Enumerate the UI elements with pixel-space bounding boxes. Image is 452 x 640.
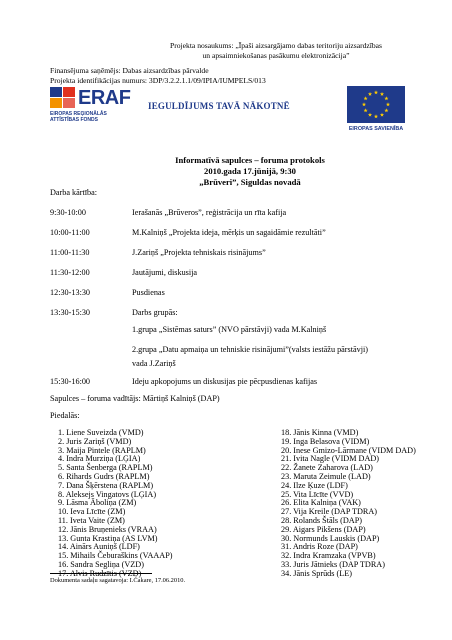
project-id: Projekta identifikācijas numurs: 3DP/3.2.2.1.1/09/IPIA/IUMPELS/013 <box>50 75 266 85</box>
eu-star-icon <box>384 96 388 100</box>
participant-item: 34. Jānis Sprūds (LE) <box>281 568 352 578</box>
participant-item: 1. Liene Suveizda (VMD) <box>58 428 144 437</box>
title-line3: „Brūveri”, Siguldas novadā <box>199 177 301 187</box>
participant-item: 32. Indra Kramzaka (VPVB) <box>281 551 376 561</box>
funding-info <box>50 66 370 85</box>
eu-star-icon <box>386 102 390 106</box>
agenda-text: Pusdienas <box>132 288 165 297</box>
participant-item: 10. Ieva Līcīte (ZM) <box>58 507 126 517</box>
eraf-sub-line2: ATTĪSTĪBAS FONDS <box>50 117 98 123</box>
participant-item: 18. Jānis Kinna (VMD) <box>281 428 359 437</box>
participant-item: 3. Maija Pintele (RAPLM) <box>58 445 146 455</box>
agenda-group1: 1.grupa „Sistēmas saturs” (NVO pārstāvji) vada M.Kalniņš <box>132 325 327 334</box>
participant-item: 21. Ivita Nagle (VIDM DAD) <box>281 454 379 464</box>
agenda-text: Darbs grupās: <box>132 308 178 317</box>
participant-item: 11. Iveta Vaite (ZM) <box>58 516 125 525</box>
participant-item: 33. Juris Jātnieks (DAP TDRA) <box>281 560 385 569</box>
agenda-group2-line2: vada J.Zariņš <box>132 359 176 368</box>
eu-star-icon <box>374 114 378 118</box>
footer-note: Dokumenta sadaļu sagatavoja: I.Čakare, 17.06.2010. <box>50 577 186 584</box>
agenda-heading: Darba kārtība: <box>50 188 98 197</box>
agenda-time: 9:30-10:00 <box>50 208 86 217</box>
participant-item: 2. Juris Zariņš (VMD) <box>58 436 132 446</box>
eu-label: EIROPAS SAVIENĪBA <box>348 126 404 132</box>
participant-item: 27. Vija Kreile (DAP TDRA) <box>281 507 378 517</box>
eraf-wordmark: ERAF <box>78 87 131 109</box>
participant-item: 9. Lāsma Āboliņa (ZM) <box>58 498 137 508</box>
participant-item: 22. Žanete Zaharova (LAD) <box>281 463 373 473</box>
participant-item: 16. Sandra Segliņa (VZD) <box>58 560 144 569</box>
participants-heading: Piedalās: <box>50 411 80 420</box>
agenda-text: M.Kalniņš „Projekta ideja, mērķis un sagaidāmie rezultāti” <box>132 228 326 237</box>
eu-star-icon <box>364 96 368 100</box>
participant-item: 25. Vita Līcīte (VVD) <box>281 489 354 499</box>
eu-star-icon <box>380 113 384 117</box>
agenda-group2-line1: 2.grupa „Datu apmaiņa un tehniskie risinājumi”(valsts iestāžu pārstāvji) <box>132 345 369 354</box>
participant-item: 20. Inese Gmizo-Lārmane (VIDM DAD) <box>281 445 416 455</box>
participant-item: 12. Jānis Bruņenieks (VRAA) <box>58 524 157 534</box>
footer-divider <box>50 573 152 574</box>
participant-item: 31. Andris Roze (DAP) <box>281 542 358 552</box>
slogan: IEGULDĪJUMS TAVĀ NĀKOTNĒ <box>148 101 290 111</box>
eraf-logo <box>50 87 132 125</box>
eu-star-icon <box>384 108 388 112</box>
participant-item: 23. Maruta Zeimule (LAD) <box>281 472 371 481</box>
eu-star-icon <box>374 90 378 94</box>
participant-item: 6. Rihards Gudrs (RAPLM) <box>58 472 150 481</box>
agenda-time: 11:30-12:00 <box>50 268 90 277</box>
eu-stars-icon <box>347 86 405 123</box>
participant-item: 30. Normunds Lauskis (DAP) <box>281 533 380 543</box>
participant-item: 26. Elita Kalniņa (VAK) <box>281 498 361 508</box>
eraf-sub-line1: EIROPAS REĢIONĀLĀS <box>50 111 107 117</box>
eraf-mark-icon <box>50 87 76 109</box>
participant-item: 15. Mihails Čeburaškins (VAAAP) <box>58 551 173 561</box>
participant-item: 5. Santa Šenberga (RAPLM) <box>58 463 153 473</box>
participant-item: 24. Ilze Ķuze (LDF) <box>281 480 348 490</box>
eu-flag-icon <box>347 86 405 123</box>
participant-item: 13. Gunta Krastiņa (AS LVM) <box>58 533 158 543</box>
agenda-time: 11:00-11:30 <box>50 248 90 257</box>
participant-item: 8. Aleksejs Vingatovs (LĢIA) <box>58 489 157 499</box>
agenda-time: 12:30-13:30 <box>50 288 91 297</box>
forum-chair: Sapulces – foruma vadītājs: Mārtiņš Kalniņš (DAP) <box>50 394 220 403</box>
agenda-text: J.Zariņš „Projekta tehniskais risinājums” <box>132 248 266 257</box>
document-title <box>100 155 400 188</box>
eu-star-icon <box>380 92 384 96</box>
participant-item: 7. Dana Šķērstena (RAPLM) <box>58 480 154 490</box>
title-line1: Informatīvā sapulces – foruma protokols <box>175 155 325 165</box>
eu-star-icon <box>362 102 366 106</box>
project-name-line1: Projekta nosaukums: „Īpaši aizsargājamo dabas teritoriju aizsardzības <box>170 41 382 50</box>
agenda-text: Ideju apkopojums un diskusijas pie pēcpusdienas kafijas <box>132 377 318 386</box>
participant-item: 19. Inga Belasova (VIDM) <box>281 436 370 446</box>
participant-item: 17. Alvis Rudzītis (VZD) <box>58 568 142 578</box>
participant-item: 14. Ainārs Auniņš (LDF) <box>58 542 140 552</box>
funding-recipient: Finansējuma saņēmējs: Dabas aizsardzības pārvalde <box>50 66 209 75</box>
eu-star-icon <box>368 92 372 96</box>
participant-item: 4. Indra Murziņa (LĢIA) <box>58 454 141 464</box>
agenda-text: Jautājumi, diskusija <box>132 268 198 277</box>
eraf-subtitle <box>50 111 107 123</box>
agenda-time: 15:30-16:00 <box>50 377 91 386</box>
agenda-time: 13:30-15:30 <box>50 308 91 317</box>
eu-star-icon <box>368 113 372 117</box>
participant-item: 29. Aigars Pikšens (DAP) <box>281 524 366 534</box>
project-name-line2: un apsaimniekošanas pasākumu elektronizācija” <box>202 50 350 60</box>
project-name <box>130 41 422 60</box>
agenda-time: 10:00-11:00 <box>50 228 90 237</box>
agenda-text: Ierašanās „Brūveros”, reģistrācija un rīta kafija <box>132 208 287 217</box>
title-line2: 2010.gada 17.jūnijā, 9:30 <box>204 166 296 176</box>
eu-star-icon <box>364 108 368 112</box>
participant-item: 28. Rolands Štāls (DAP) <box>281 516 362 525</box>
